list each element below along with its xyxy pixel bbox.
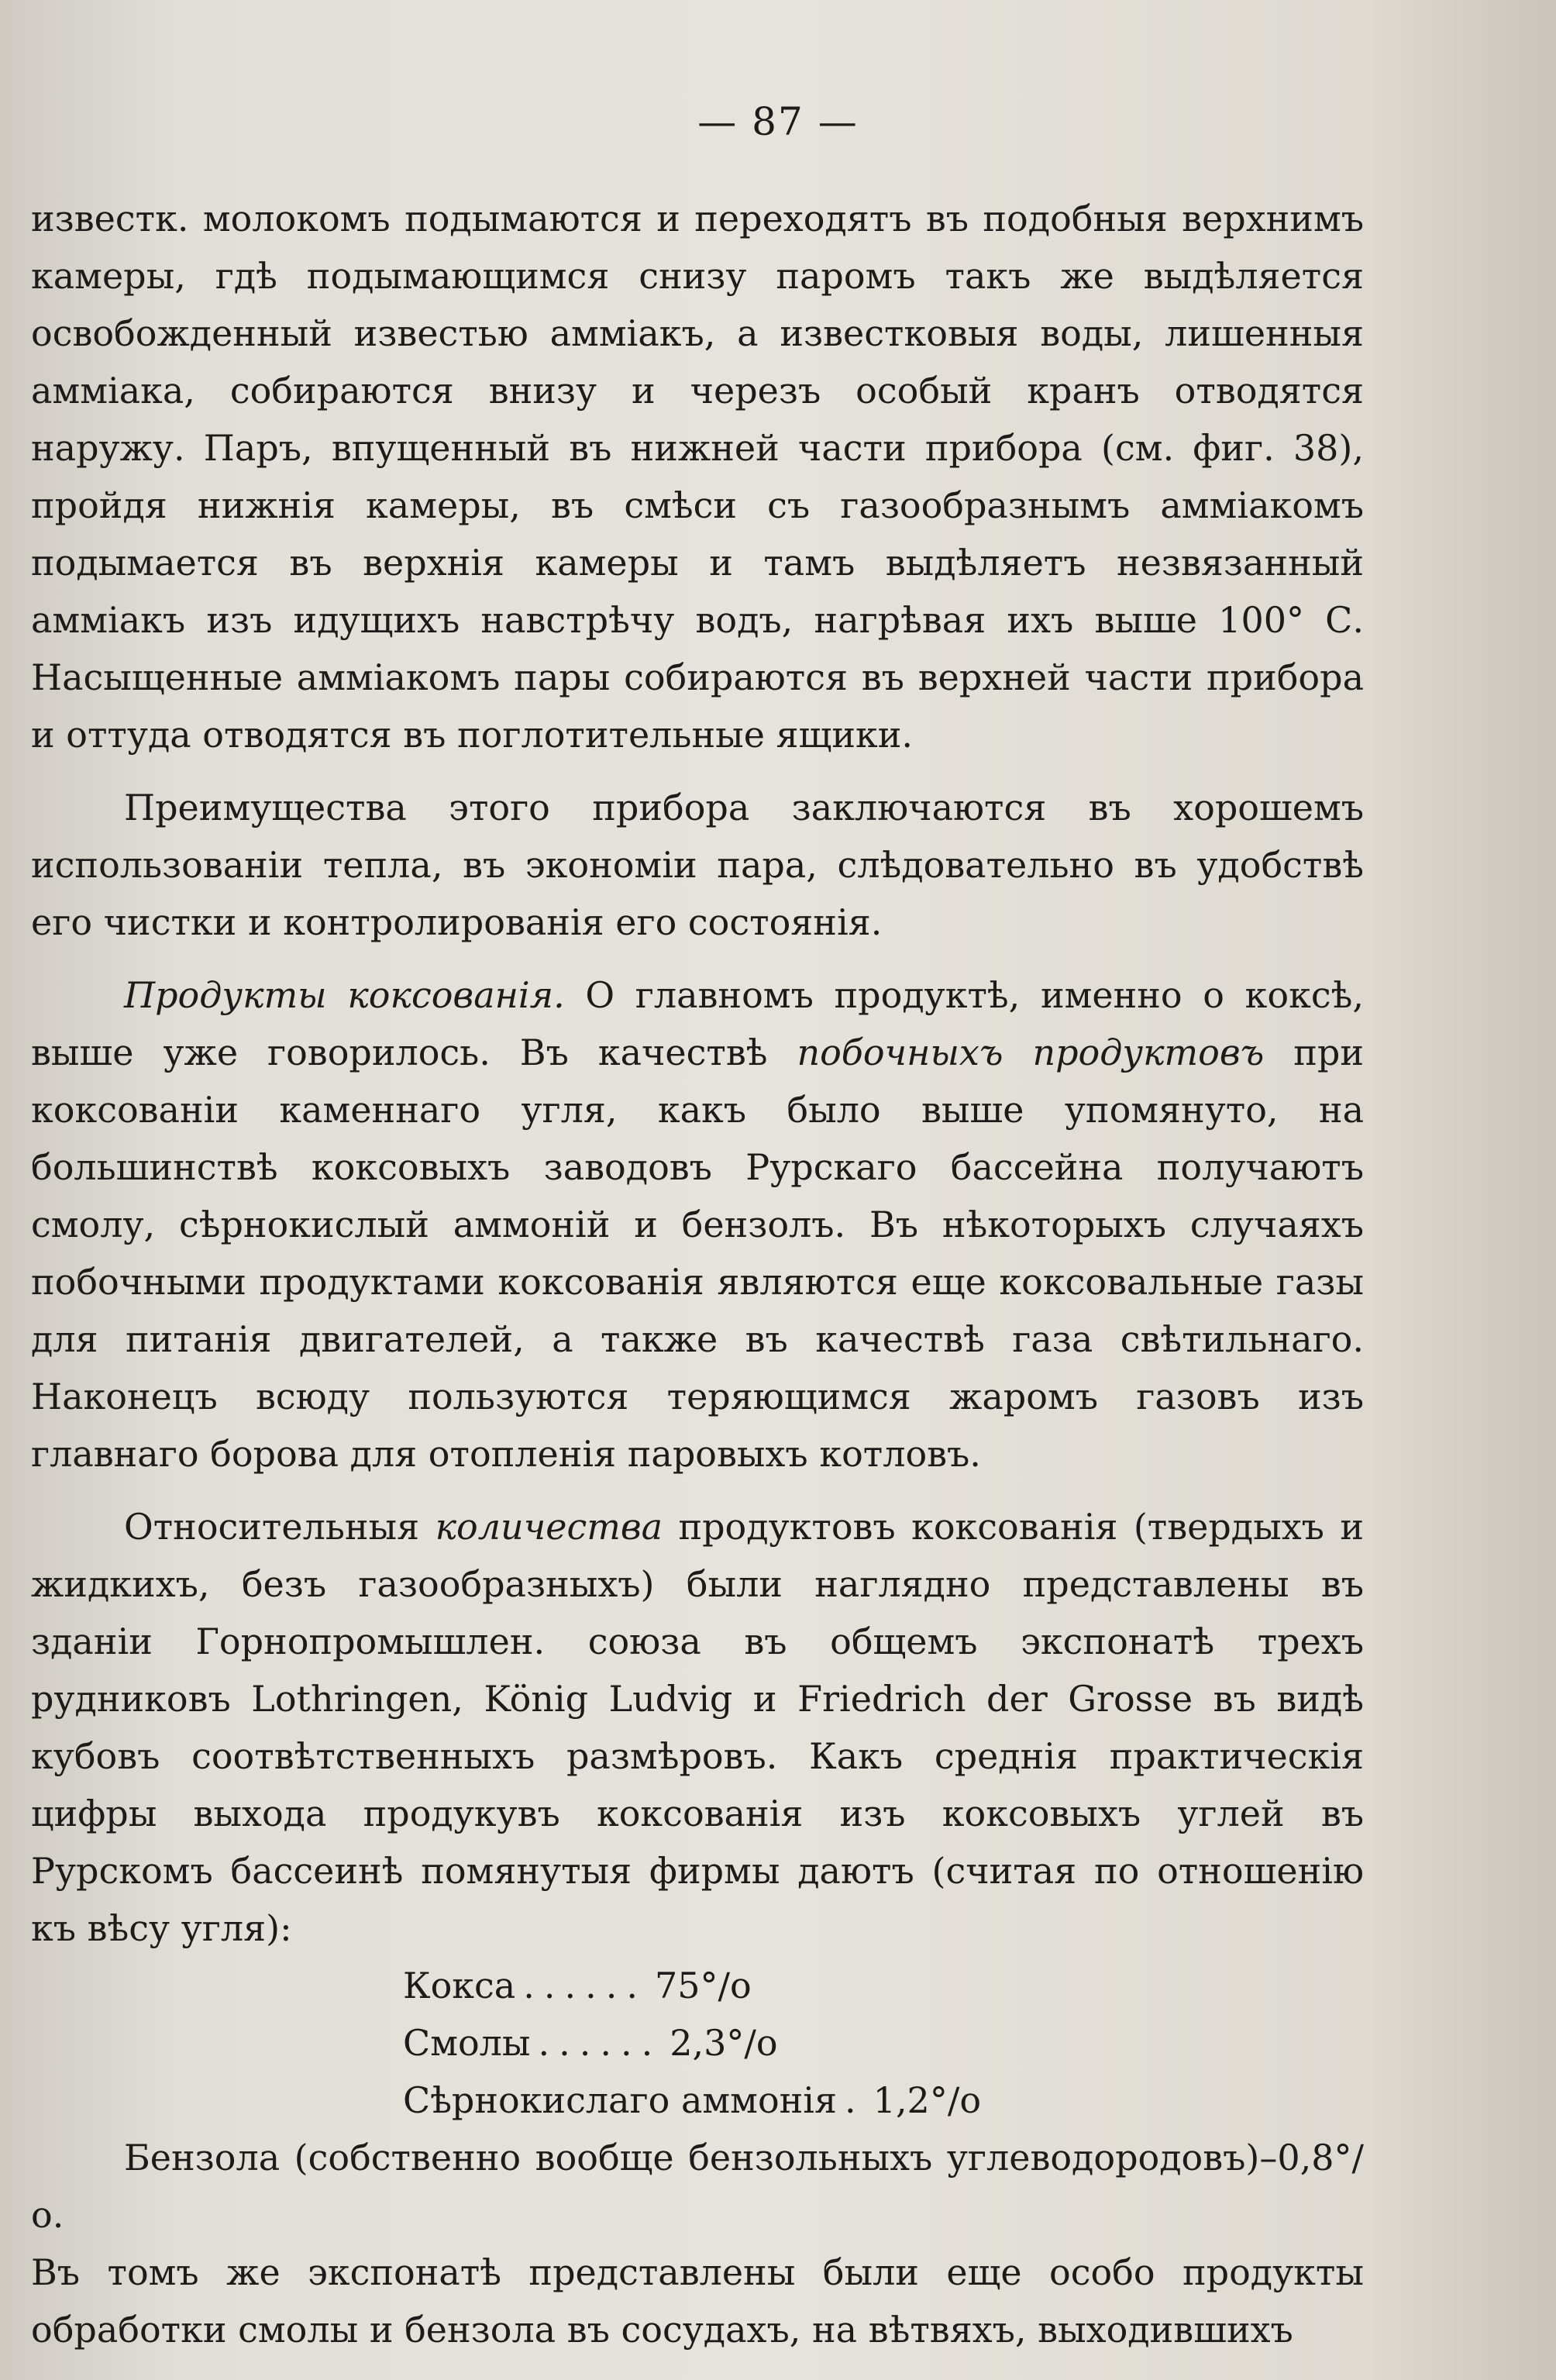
yield-row-tar <box>403 2014 1364 2072</box>
yield-value: 75°/о <box>654 1965 752 2006</box>
paragraph-quantities <box>31 1498 1364 1957</box>
page-number: — 87 — <box>697 99 859 144</box>
paragraph-benzol: Бензола (собственно вообще бензольныхъ углеводородовъ)–0,8°/о. <box>31 2137 1364 2236</box>
yield-name: Сѣрнокислаго аммонія <box>403 2079 838 2121</box>
leader-dots: ...... <box>538 2022 663 2064</box>
body-text <box>31 190 1364 2358</box>
heading-coking-products: Продукты коксованія. <box>124 974 565 1016</box>
paragraph-coking-products <box>31 966 1364 1483</box>
yield-row-coke <box>403 1957 1364 2014</box>
emphasis-quantities: количества <box>435 1506 663 1548</box>
text-span: Относительныя <box>124 1506 435 1548</box>
yield-value: 1,2°/о <box>873 2079 982 2121</box>
paragraph-exhibit: Въ томъ же экспонатѣ представлены были еще особо продукты обработки смолы и бензола въ сосудахъ, на вѣтвяхъ, выходившихъ <box>31 2251 1364 2351</box>
text-span: при коксованіи каменнаго угля, какъ было выше упомянуто, на большинствѣ коксовыхъ заводовъ Рурскаго бассейна получаютъ смолу, сѣрнокислый аммоній и бензолъ. Въ нѣкоторыхъ случаяхъ побочными продуктами коксованія являются еще коксовальные газы для питанія двигателей, а также въ качествѣ газа свѣтильнаго. Наконецъ всюду пользуются теряющимся жаромъ газовъ изъ главнаго борова для отопленія паровыхъ котловъ. <box>31 1032 1365 1475</box>
text-span: продуктовъ коксованія (твердыхъ и жидкихъ, безъ газообразныхъ) были наглядно представлены въ зданіи Горнопромышлен. союза въ общемъ экспонатѣ трехъ рудниковъ Lothringen, König Ludvig и Friedrich der Grosse въ видѣ кубовъ соотвѣтственныхъ размѣровъ. Какъ среднія практическія цифры выхода продукувъ коксованія изъ коксовыхъ углей въ Рурскомъ бассеинѣ помянутыя фирмы даютъ (считая по отношенію къ вѣсу угля): <box>31 1506 1364 1949</box>
yield-value: 2,3°/о <box>670 2022 778 2064</box>
leader-dots: ...... <box>523 1965 647 2006</box>
paragraph-ammonia-apparatus: известк. молокомъ подымаются и переходятъ въ подобныя верхнимъ камеры, гдѣ подымающимся снизу паромъ такъ же выдѣляется освобожденный известью амміакъ, а известковыя воды, лишенныя амміака, собираются внизу и черезъ особый кранъ отводятся наружу. Паръ, впущенный въ нижней части прибора (см. фиг. 38), пройдя нижнія камеры, въ смѣси съ газообразнымъ амміакомъ подымается въ верхнія камеры и тамъ выдѣляетъ незвязанный амміакъ изъ идущихъ навстрѣчу водъ, нагрѣвая ихъ выше 100° С. Насыщенные амміакомъ пары собираются въ верхней части прибора и оттуда отводятся въ поглотительные ящики. <box>31 198 1364 756</box>
emphasis-byproducts: побочныхъ продуктовъ <box>797 1032 1265 1073</box>
text-span: О главномъ продуктѣ, именно о коксѣ, выше уже говорилось. Въ качествѣ <box>31 974 1364 1073</box>
yield-name: Кокса <box>403 1965 516 2006</box>
leader-dots: . <box>845 2079 866 2121</box>
yield-table <box>31 1957 1364 2129</box>
yield-row-ammonium-sulfate <box>403 2072 1364 2129</box>
paragraph-advantages: Преимущества этого прибора заключаются въ хорошемъ использованіи тепла, въ экономіи пара, слѣдовательно въ удобствѣ его чистки и контролированія его состоянія. <box>31 787 1364 943</box>
yield-name: Смолы <box>403 2022 531 2064</box>
